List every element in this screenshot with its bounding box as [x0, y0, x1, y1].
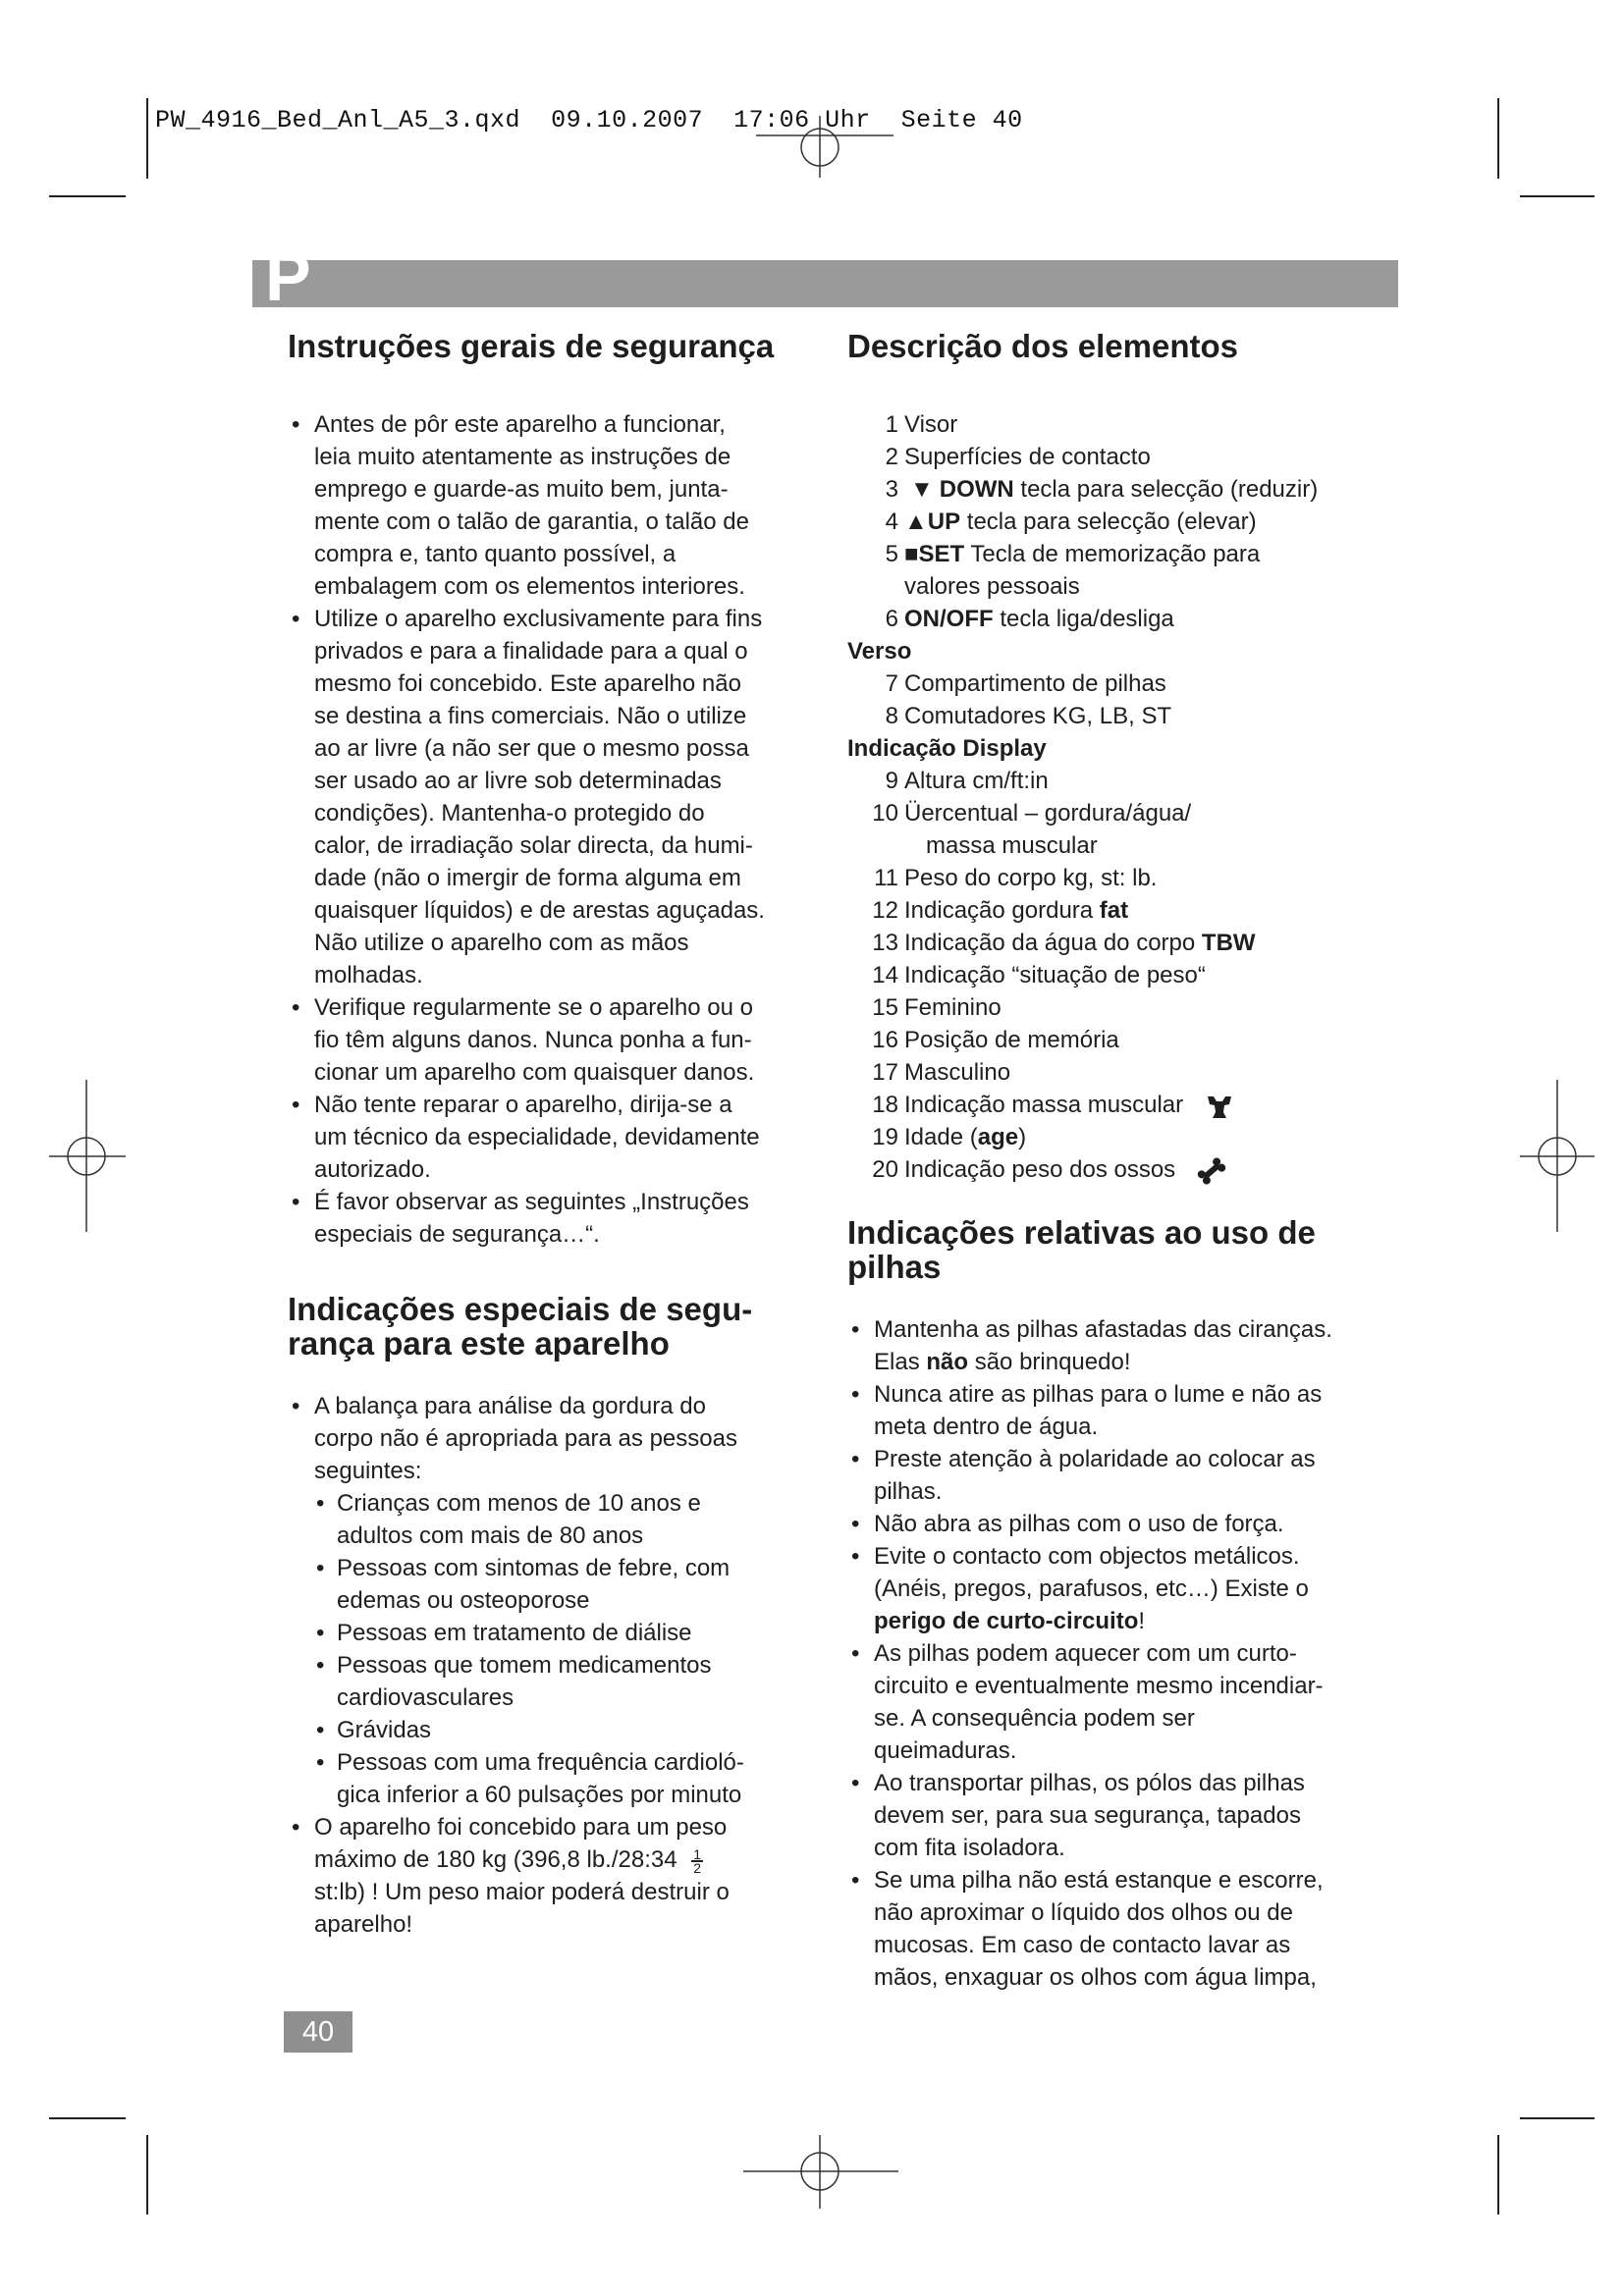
- list-item: • Se uma pilha não está estanque e escorre, não aproximar o líquido dos olhos ou de mucosas. Em caso de contacto lavar as mãos, enxaguar os olhos com água limpa,: [847, 1864, 1368, 1994]
- element-row: 2 Superfícies de contacto: [885, 444, 1151, 470]
- muscle-icon: [1204, 1093, 1235, 1120]
- down-arrow-icon: ▼: [910, 476, 934, 503]
- list-item: • Crianças com menos de 10 anos e adultos com mais de 80 anos: [312, 1487, 803, 1552]
- element-row: 19 Idade (age): [872, 1124, 1027, 1150]
- list-item: • A balança para análise da gordura do corpo não é apropriada para as pessoas seguintes:: [288, 1390, 803, 1487]
- list-item: • As pilhas podem aquecer com um curto- circuito e eventualmente mesmo incendiar- se. A consequência podem ser queimaduras.: [847, 1637, 1368, 1767]
- page-number: 40: [284, 2011, 352, 2053]
- registration-mark-top: [756, 116, 893, 178]
- elements-list: 1 Visor 2 Superfícies de contacto 3 ▼ DOWN tecla para selecção (reduzir) 4 ▲UP tecla para selecção (elevar) 5 ■SET Tecla de memorização para valores pessoais 6 ON/OFF tecla liga/desliga Verso 7 Compartimento de pilhas 8 Comutadores KG, LB, ST Indicação Display 9 Altura cm/ft:in 10 Üercentual – gordura/água/ massa muscular 11 Peso do corpo kg, st: lb. 12 Indicação gordura fat 13 Indicação da água do corpo TBW 14 Indicação “situação de peso“ 15 Feminino 16 Posição de memória 17 Masculino 18 Indicação massa muscular 19 Idade (age) 20 Indicação peso dos ossos: [847, 408, 1368, 1186]
- element-row: 3 ▼ DOWN tecla para selecção (reduzir): [885, 476, 1319, 503]
- list-item: • Nunca atire as pilhas para o lume e não as meta dentro de água.: [847, 1378, 1368, 1443]
- special-safety-list: [288, 1390, 803, 1487]
- language-letter: P: [265, 239, 311, 315]
- weight-note: • O aparelho foi concebido para um peso máximo de 180 kg (396,8 lb./28:34 $\frac{1}{2}$ st:lb) ! Um peso maior poderá destruir o aparelho!: [288, 1811, 803, 1941]
- element-row: 10 Üercentual – gordura/água/: [872, 800, 1192, 827]
- list-item: • Pessoas com sintomas de febre, com edemas ou osteoporose: [312, 1552, 803, 1617]
- verso-heading: Verso: [847, 638, 912, 665]
- element-row: 12 Indicação gordura fat: [872, 897, 1129, 924]
- list-item: • Preste atenção à polaridade ao colocar as pilhas.: [847, 1443, 1368, 1508]
- special-safety-title: Indicações especiais de segu- rança para este aparelho: [288, 1291, 753, 1362]
- weight-note-list: [288, 1811, 803, 1941]
- element-row: 16 Posição de memória: [872, 1027, 1119, 1053]
- element-row: 15 Feminino: [872, 994, 1001, 1021]
- element-row: 8 Comutadores KG, LB, ST: [885, 703, 1172, 729]
- battery-list: [847, 1313, 1368, 1994]
- bone-icon: [1196, 1157, 1227, 1185]
- element-row: 4 ▲UP tecla para selecção (elevar): [885, 508, 1257, 535]
- element-row: 11 Peso do corpo kg, st: lb.: [874, 865, 1158, 891]
- up-arrow-icon: ▲: [904, 508, 928, 535]
- registration-mark-left: [49, 1080, 126, 1232]
- set-square-icon: ■: [904, 541, 919, 567]
- list-item: • Mantenha as pilhas afastadas das ciranças. Elas não são brinquedo!: [847, 1313, 1368, 1378]
- element-row: 20 Indicação peso dos ossos: [847, 1153, 1368, 1186]
- list-item: • Verifique regularmente se o aparelho ou o fio têm alguns danos. Nunca ponha a fun- cionar um aparelho com quaisquer danos.: [288, 991, 803, 1089]
- right-column: [847, 329, 1368, 1994]
- element-row: 1 Visor: [885, 411, 958, 438]
- element-row: 6 ON/OFF tecla liga/desliga: [885, 606, 1174, 632]
- registration-mark-bottom: [743, 2135, 898, 2209]
- left-column: [288, 329, 803, 1941]
- list-item: • Antes de pôr este aparelho a funcionar, leia muito atentamente as instruções de emprego e guarde-as muito bem, junta- mente com o talão de garantia, o talão de compra e, tanto quanto possível, a embalagem com os elementos interiores.: [288, 408, 803, 603]
- list-item: • Não abra as pilhas com o uso de força.: [847, 1508, 1368, 1540]
- safety-title: Instruções gerais de segurança: [288, 328, 775, 364]
- list-item: • Evite o contacto com objectos metálicos. (Anéis, pregos, parafusos, etc…) Existe o perigo de curto-circuito!: [847, 1540, 1368, 1637]
- battery-title: Indicações relativas ao uso de pilhas: [847, 1214, 1316, 1285]
- element-row: 13 Indicação da água do corpo TBW: [872, 930, 1256, 956]
- special-safety-sublist: [312, 1487, 803, 1811]
- element-row: 14 Indicação “situação de peso“: [872, 962, 1206, 988]
- list-item: • Grávidas: [312, 1714, 803, 1746]
- list-item: • Ao transportar pilhas, os pólos das pilhas devem ser, para sua segurança, tapados com fita isoladora.: [847, 1767, 1368, 1864]
- element-row: 17 Masculino: [872, 1059, 1011, 1086]
- list-item: • Pessoas com uma frequência cardioló- gica inferior a 60 pulsações por minuto: [312, 1746, 803, 1811]
- display-heading: Indicação Display: [847, 735, 1047, 762]
- registration-mark-right: [1520, 1080, 1595, 1232]
- element-row: 7 Compartimento de pilhas: [885, 670, 1166, 697]
- list-item: • Pessoas em tratamento de diálise: [312, 1617, 803, 1649]
- list-item: • É favor observar as seguintes „Instruções especiais de segurança…“.: [288, 1186, 803, 1251]
- safety-list: [288, 408, 803, 1251]
- list-item: • Pessoas que tomem medicamentos cardiovasculares: [312, 1649, 803, 1714]
- element-row: 5 ■SET Tecla de memorização para: [885, 541, 1261, 567]
- element-row: 9 Altura cm/ft:in: [885, 768, 1049, 794]
- list-item: • Utilize o aparelho exclusivamente para fins privados e para a finalidade para a qual o mesmo foi concebido. Este aparelho não se destina a fins comerciais. Não o utilize ao ar livre (a não ser que o mesmo possa ser usado ao ar livre sob determinadas condições). Mantenha-o protegido do calor, de irradiação solar directa, da humi- dade (não o imergir de forma alguma em quaisquer líquidos) e de arestas aguçadas. Não utilize o aparelho com as mãos molhadas.: [288, 603, 803, 991]
- print-header: PW_4916_Bed_Anl_A5_3.qxd 09.10.2007 17:06 Uhr Seite 40: [155, 106, 1023, 134]
- element-row: 18 Indicação massa muscular: [847, 1089, 1368, 1121]
- fraction-one-half: $\frac{1}{2}$: [693, 1845, 702, 1876]
- list-item: • Não tente reparar o aparelho, dirija-se a um técnico da especialidade, devidamente autorizado.: [288, 1089, 803, 1186]
- elements-title: Descrição dos elementos: [847, 328, 1238, 364]
- language-header-bar: [252, 260, 1398, 307]
